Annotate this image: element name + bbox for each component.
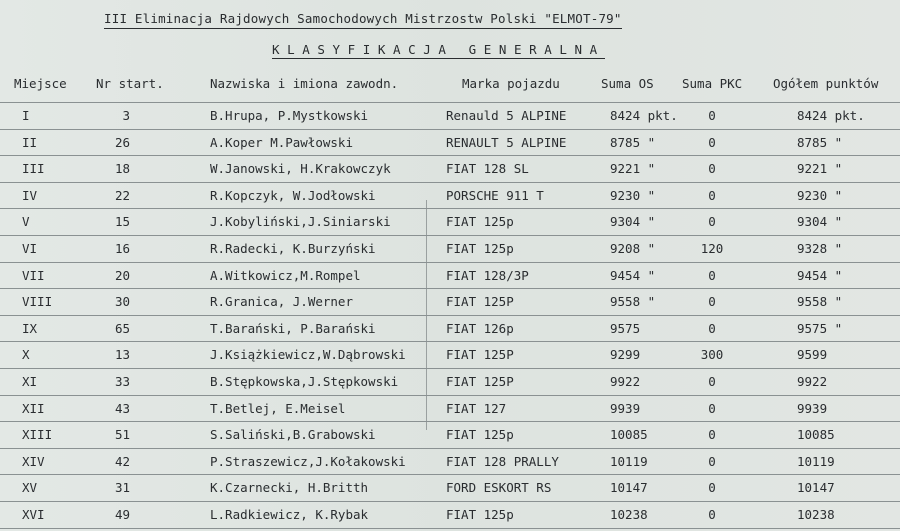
cell-total: 8424 pkt.	[797, 108, 865, 123]
row-rule	[0, 421, 900, 422]
cell-place: VII	[22, 267, 45, 283]
cell-os: 10085	[610, 427, 648, 443]
cell-os: 10147	[610, 480, 648, 496]
cell-nr: 26	[114, 134, 130, 150]
cell-pkc: 120	[700, 241, 724, 256]
cell-car: RENAULT 5 ALPINE	[446, 134, 567, 150]
cell-os: 9299	[610, 347, 641, 363]
cell-car: FORD ESKORT RS	[446, 480, 552, 496]
cell-total: 9221 "	[797, 161, 843, 177]
cell-total: 9454 "	[797, 267, 843, 283]
cell-nr: 22	[114, 187, 130, 203]
cell-place: XIV	[22, 453, 45, 469]
cell-place: V	[22, 214, 30, 230]
row-rule	[0, 395, 900, 396]
cell-pkc: 0	[708, 400, 716, 416]
cell-nr: 43	[114, 400, 130, 416]
row-rule	[0, 262, 900, 263]
header-names: Nazwiska i imiona zawodn.	[210, 76, 399, 91]
cell-os: 9230 "	[610, 187, 656, 203]
cell-nr: 65	[114, 320, 130, 336]
cell-total: 9558 "	[797, 294, 843, 310]
cell-nr: 20	[114, 267, 130, 283]
cell-place: IX	[22, 320, 38, 336]
row-rule	[0, 288, 900, 289]
cell-pkc: 0	[708, 108, 716, 123]
cell-place: VIII	[22, 294, 53, 310]
row-rule	[0, 501, 900, 502]
cell-place: XI	[22, 374, 38, 389]
header-pkc: Suma PKC	[682, 76, 743, 91]
header-os: Suma OS	[601, 76, 654, 91]
cell-names: S.Saliński,B.Grabowski	[210, 427, 376, 443]
cell-names: R.Kopczyk, W.Jodłowski	[210, 187, 376, 203]
cell-car: FIAT 126p	[446, 320, 514, 336]
document-subtitle: KLASYFIKACJA GENERALNA	[272, 42, 605, 57]
cell-total: 9922	[797, 374, 828, 389]
header-nr: Nr start.	[96, 76, 164, 91]
cell-os: 9221 "	[610, 161, 656, 177]
cell-pkc: 0	[708, 480, 716, 496]
row-rule	[0, 315, 900, 316]
cell-nr: 33	[114, 374, 130, 389]
cell-os: 9939	[610, 400, 641, 416]
cell-total: 9575 "	[797, 320, 843, 336]
cell-pkc: 0	[708, 453, 716, 469]
cell-names: L.Radkiewicz, K.Rybak	[210, 507, 369, 522]
cell-os: 10119	[610, 453, 648, 469]
cell-place: I	[22, 108, 30, 123]
cell-total: 9230 "	[797, 187, 843, 203]
cell-car: FIAT 125p	[446, 241, 514, 256]
cell-names: J.Kobyliński,J.Siniarski	[210, 214, 391, 230]
cell-total: 9328 "	[797, 241, 843, 256]
cell-total: 10147	[797, 480, 835, 496]
cell-names: T.Betlej, E.Meisel	[210, 400, 346, 416]
cell-car: FIAT 125p	[446, 507, 514, 522]
row-rule	[0, 208, 900, 209]
cell-car: FIAT 127	[446, 400, 507, 416]
cell-os: 10238	[610, 507, 648, 522]
cell-pkc: 0	[708, 134, 716, 150]
document-title: III Eliminacja Rajdowych Samochodowych Mistrzostw Polski "ELMOT-79"	[104, 10, 622, 29]
cell-place: XVI	[22, 507, 45, 522]
row-rule	[0, 448, 900, 449]
cell-total: 10085	[797, 427, 835, 443]
cell-car: FIAT 128 SL	[446, 161, 529, 177]
cell-os: 8424 pkt.	[610, 108, 678, 123]
cell-nr: 51	[114, 427, 130, 443]
cell-os: 9208 "	[610, 241, 656, 256]
cell-names: P.Straszewicz,J.Kołakowski	[210, 453, 406, 469]
cell-os: 9454 "	[610, 267, 656, 283]
cell-place: X	[22, 347, 30, 363]
cell-place: XII	[22, 400, 45, 416]
cell-nr: 49	[114, 507, 130, 522]
cell-car: FIAT 125p	[446, 427, 514, 443]
cell-names: B.Hrupa, P.Mystkowski	[210, 108, 369, 123]
cell-os: 9575	[610, 320, 641, 336]
cell-nr: 16	[114, 241, 130, 256]
row-rule	[0, 368, 900, 369]
cell-car: PORSCHE 911 T	[446, 187, 544, 203]
cell-pkc: 0	[708, 374, 716, 389]
row-rule	[0, 102, 900, 103]
row-rule	[0, 341, 900, 342]
cell-pkc: 0	[708, 214, 716, 230]
header-place: Miejsce	[14, 76, 67, 91]
cell-place: III	[22, 161, 45, 177]
cell-total: 9304 "	[797, 214, 843, 230]
cell-total: 8785 "	[797, 134, 843, 150]
cell-nr: 30	[114, 294, 130, 310]
cell-nr: 15	[114, 214, 130, 230]
cell-os: 8785 "	[610, 134, 656, 150]
cell-place: II	[22, 134, 38, 150]
cell-place: VI	[22, 241, 38, 256]
cell-nr: 13	[114, 347, 130, 363]
cell-pkc: 0	[708, 267, 716, 283]
cell-total: 9599	[797, 347, 828, 363]
cell-names: R.Granica, J.Werner	[210, 294, 353, 310]
header-car: Marka pojazdu	[462, 76, 560, 91]
cell-place: XIII	[22, 427, 53, 443]
cell-car: FIAT 125P	[446, 374, 514, 389]
cell-nr: 18	[114, 161, 130, 177]
cell-names: A.Witkowicz,M.Rompel	[210, 267, 361, 283]
cell-car: FIAT 128/3P	[446, 267, 529, 283]
cell-nr: 42	[114, 453, 130, 469]
cell-car: FIAT 128 PRALLY	[446, 453, 559, 469]
row-rule	[0, 129, 900, 130]
cell-pkc: 0	[708, 507, 716, 522]
cell-names: A.Koper M.Pawłowski	[210, 134, 353, 150]
cell-pkc: 0	[708, 320, 716, 336]
cell-names: K.Czarnecki, H.Britth	[210, 480, 369, 496]
cell-car: Renauld 5 ALPINE	[446, 108, 567, 123]
cell-car: FIAT 125p	[446, 214, 514, 230]
header-total: Ogółem punktów	[773, 76, 879, 91]
row-rule	[0, 235, 900, 236]
cell-pkc: 0	[708, 161, 716, 177]
cell-pkc: 0	[708, 427, 716, 443]
cell-nr: 31	[114, 480, 130, 496]
row-rule	[0, 182, 900, 183]
row-rule	[0, 155, 900, 156]
row-rule	[0, 474, 900, 475]
cell-nr: 3	[122, 108, 130, 123]
cell-names: B.Stępkowska,J.Stępkowski	[210, 374, 399, 389]
cell-car: FIAT 125P	[446, 347, 514, 363]
cell-names: W.Janowski, H.Krakowczyk	[210, 161, 391, 177]
cell-names: J.Książkiewicz,W.Dąbrowski	[210, 347, 406, 363]
cell-total: 10238	[797, 507, 835, 522]
cell-os: 9922	[610, 374, 641, 389]
cell-car: FIAT 125P	[446, 294, 514, 310]
cell-pkc: 300	[700, 347, 724, 363]
cell-pkc: 0	[708, 294, 716, 310]
cell-pkc: 0	[708, 187, 716, 203]
row-rule	[0, 528, 900, 529]
cell-place: IV	[22, 187, 38, 203]
cell-place: XV	[22, 480, 38, 496]
cell-os: 9558 "	[610, 294, 656, 310]
cell-os: 9304 "	[610, 214, 656, 230]
cell-total: 10119	[797, 453, 835, 469]
cell-total: 9939	[797, 400, 828, 416]
cell-names: R.Radecki, K.Burzyński	[210, 241, 376, 256]
cell-names: T.Barański, P.Barański	[210, 320, 376, 336]
